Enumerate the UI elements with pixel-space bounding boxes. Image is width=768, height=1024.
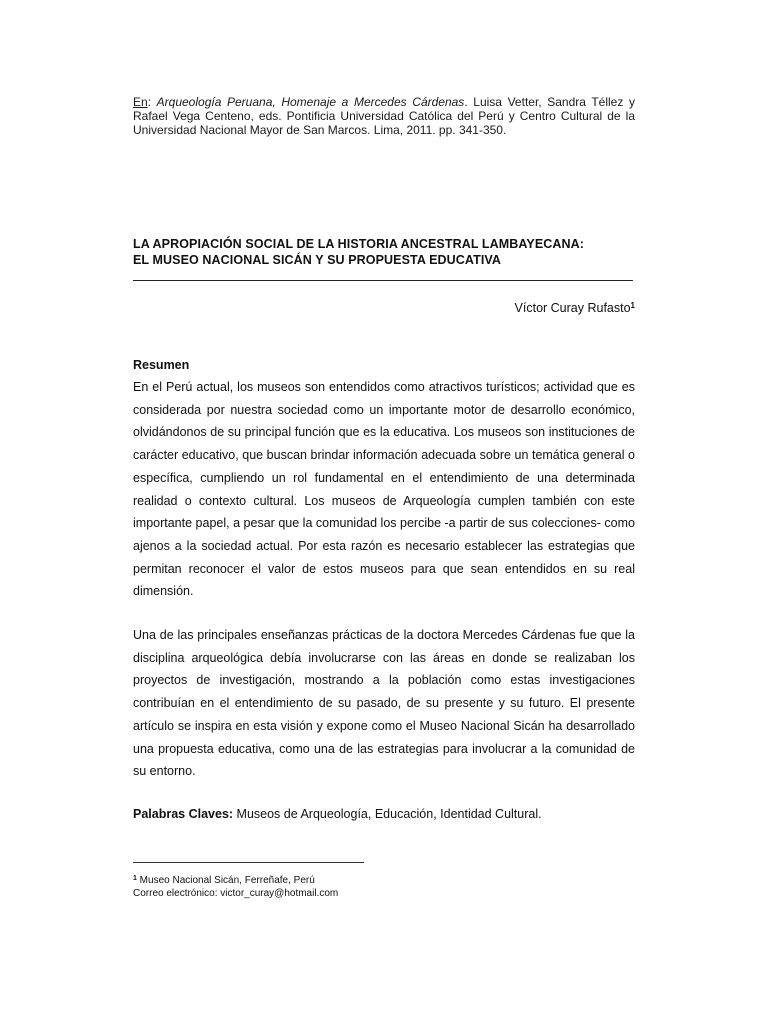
- keywords-label: Palabras Claves:: [133, 807, 234, 821]
- abstract-heading: Resumen: [133, 358, 190, 372]
- citation-details: . Luisa Vetter, Sandra Téllez y Rafael Vega Centeno, eds. Pontificia Universidad Católica del Perú y Centro Cultural de la Universidad Nacional Mayor de San Marcos. Lima, 2011. pp. 341-350.: [133, 95, 635, 137]
- keywords: [133, 804, 542, 824]
- citation-book-title: Arqueología Peruana, Homenaje a Mercedes Cárdenas: [156, 95, 465, 109]
- article-title-line-1: LA APROPIACIÓN SOCIAL DE LA HISTORIA ANCESTRAL LAMBAYECANA:: [133, 237, 585, 251]
- article-title-line-2: EL MUSEO NACIONAL SICÁN Y SU PROPUESTA EDUCATIVA: [133, 253, 502, 267]
- citation: [133, 95, 635, 137]
- abstract-paragraph-2: Una de las principales enseñanzas prácticas de la doctora Mercedes Cárdenas fue que la disciplina arqueológica debía involucrarse con las áreas en donde se realizaban los proyectos de investigación, mostrando a la población como estas investigaciones contribuían en el entendimiento de su pasado, de su presente y su futuro. El presente artículo se inspira en esta visión y expone como el Museo Nacional Sicán ha desarrollado una propuesta educativa, como una de las estrategias para involucrar a la comunidad de su entorno.: [133, 628, 635, 779]
- citation-separator: :: [147, 95, 157, 109]
- footnote-affiliation: [133, 873, 338, 888]
- footnote-divider: [133, 862, 364, 863]
- footnote-email: Correo electrónico: victor_curay@hotmail.com: [133, 887, 339, 899]
- citation-prefix: En: [133, 95, 148, 109]
- keywords-list: Museos de Arqueología, Educación, Identidad Cultural.: [233, 807, 542, 821]
- article-title: [133, 236, 635, 268]
- footnote-affiliation-text: Museo Nacional Sicán, Ferreñafe, Perú: [136, 875, 315, 886]
- title-divider: [133, 280, 633, 281]
- footnote-mark: 1: [133, 875, 137, 882]
- author-text: Víctor Curay Rufasto: [514, 301, 631, 315]
- author-name: [515, 298, 635, 316]
- author-footnote-mark: 1: [630, 301, 635, 310]
- abstract-paragraph-1: En el Perú actual, los museos son entendidos como atractivos turísticos; actividad que es considerada por nuestra sociedad como un importante motor de desarrollo económico, olvidándonos de su principal función que es la educativa. Los museos son instituciones de carácter educativo, que buscan brindar información adecuada sobre un temática general o específica, cumpliendo un rol fundamental en el entendimiento de una determinada realidad o contexto cultural. Los museos de Arqueología cumplen también con este importante papel, a pesar que la comunidad los percibe -a partir de sus colecciones- como ajenos a la sociedad actual. Por esta razón es necesario establecer las estrategias que permitan reconocer el valor de estos museos para que sean entendidos en su real dimensión.: [133, 380, 635, 599]
- footnote: [133, 873, 338, 900]
